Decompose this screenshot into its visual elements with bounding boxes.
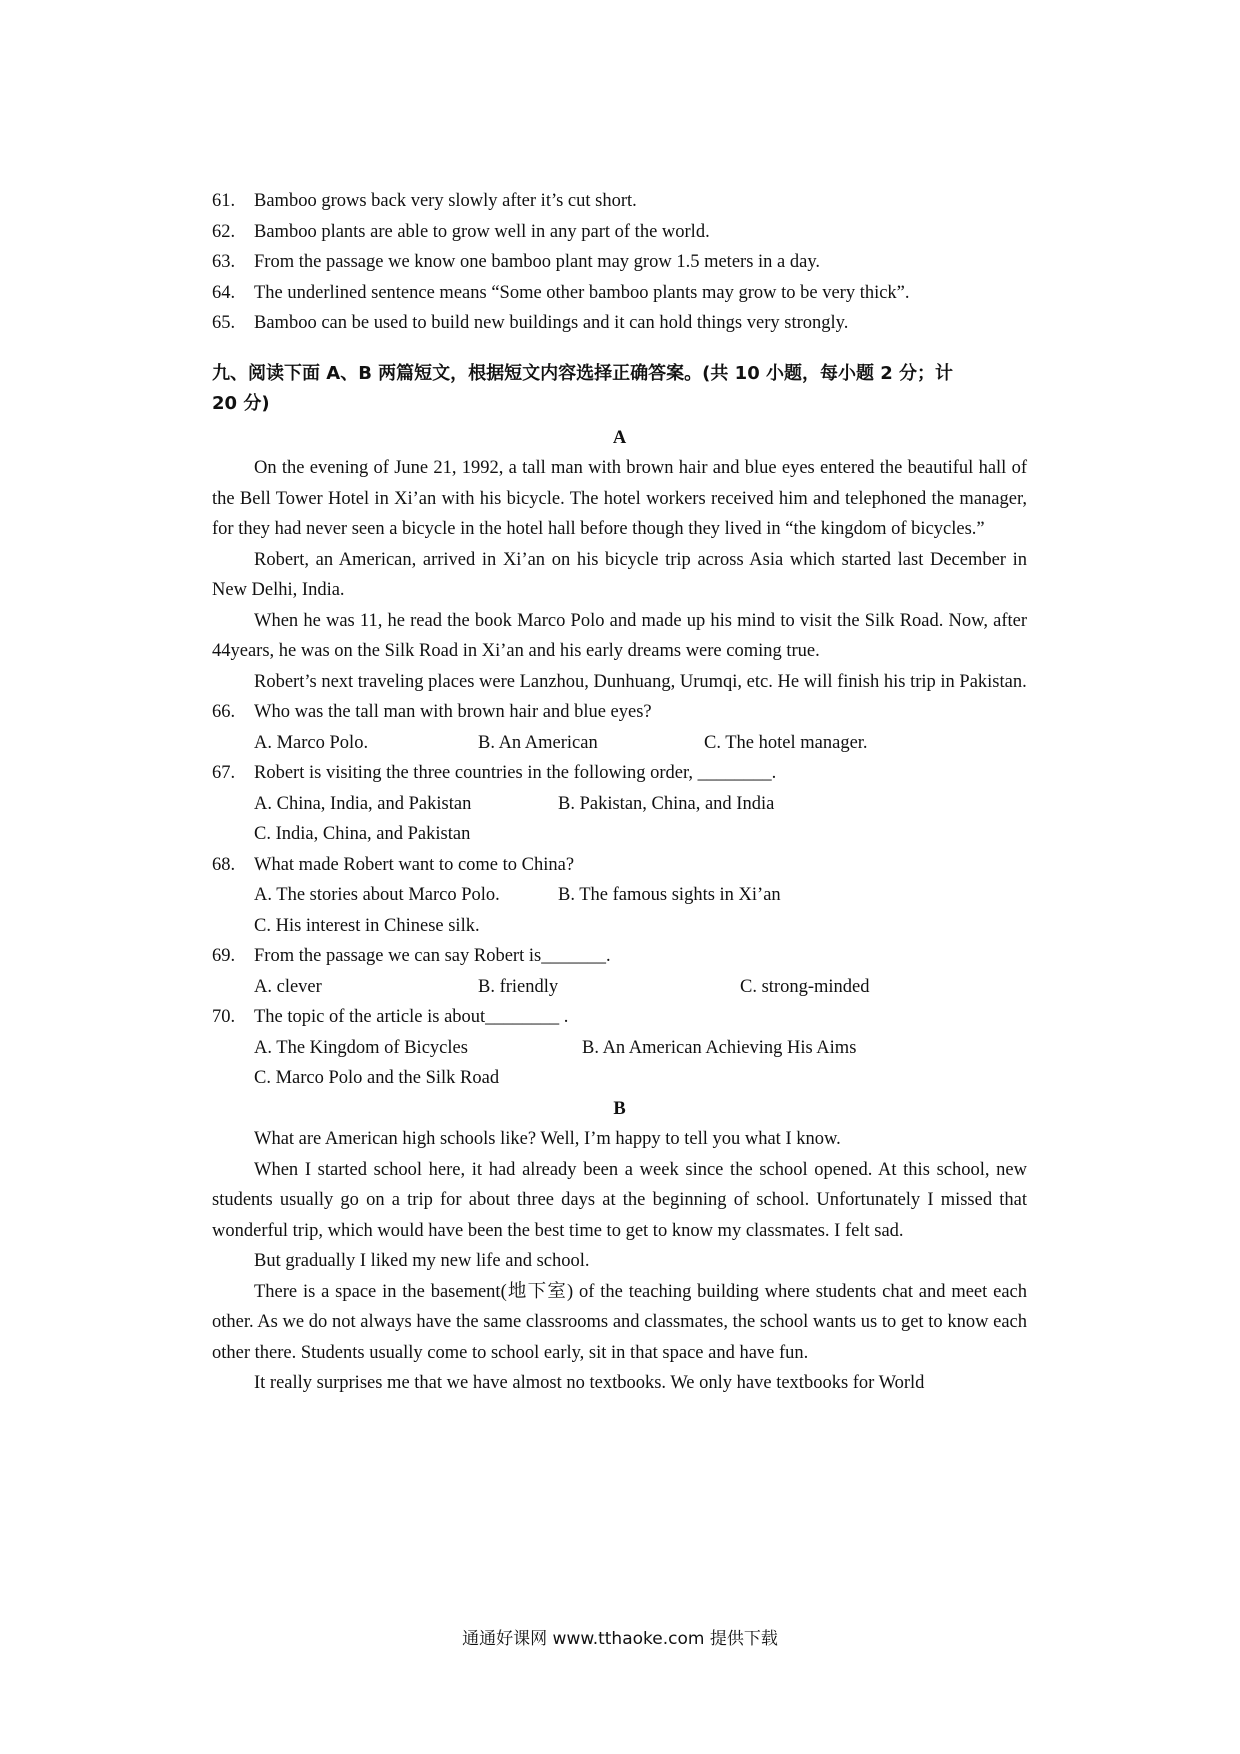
tf-item: 62. Bamboo plants are able to grow well in any part of the world.: [212, 221, 710, 242]
option-a: A. Marco Polo.: [254, 732, 369, 753]
passage-a-label: A: [612, 427, 627, 448]
option-a: A. The Kingdom of Bicycles: [254, 1037, 468, 1058]
option-c: C. strong-minded: [740, 976, 870, 997]
options-row: [212, 880, 1027, 911]
true-false-items: [212, 186, 1027, 339]
option-a: A. China, India, and Pakistan: [254, 793, 472, 814]
paragraph: There is a space in the basement(地下室) of the teaching building where students chat and meet each other. As we do not always have the same classrooms and classmates, the school wants us to get to know each other there. Students usually come to school early, sit in that space and have fun.: [212, 1281, 1027, 1363]
options-row: [212, 819, 1027, 850]
option-c: C. His interest in Chinese silk.: [254, 915, 480, 936]
question-69: 69. From the passage we can say Robert is_______. A. clever B. friendly C. strong-minded: [212, 941, 1027, 1002]
options-row: [212, 972, 1027, 1003]
passage-b-label: B: [613, 1098, 626, 1119]
options-row: [212, 911, 1027, 942]
paragraph: When he was 11, he read the book Marco Polo and made up his mind to visit the Silk Road. Now, after 44years, he was on the Silk Road in Xi’an and his early dreams were coming true.: [212, 610, 1027, 661]
page-content: [212, 186, 1027, 1399]
paragraph: Robert’s next traveling places were Lanzhou, Dunhuang, Urumqi, etc. He will finish his trip in Pakistan.: [254, 671, 1027, 692]
tf-item: 65. Bamboo can be used to build new buildings and it can hold things very strongly.: [212, 313, 849, 333]
section-heading: 九、阅读下面 A、B 两篇短文，根据短文内容选择正确答案。(共 10 小题，每小题 2 分；计 20 分): [212, 362, 954, 414]
question-66: 66. Who was the tall man with brown hair and blue eyes? A. Marco Polo. B. An American C. The hotel manager.: [212, 697, 1027, 758]
options-row: [212, 1033, 1027, 1064]
paragraph: But gradually I liked my new life and school.: [254, 1251, 590, 1271]
paragraph: What are American high schools like? Well, I’m happy to tell you what I know.: [254, 1129, 841, 1149]
paragraph: It really surprises me that we have almost no textbooks. We only have textbooks for World: [254, 1373, 925, 1393]
option-c: C. The hotel manager.: [704, 732, 868, 753]
paragraph: On the evening of June 21, 1992, a tall man with brown hair and blue eyes entered the beautiful hall of the Bell Tower Hotel in Xi’an with his bicycle. The hotel workers received him and telephoned the manager, for they had never seen a bicycle in the hotel hall before though they lived in “the kingdom of bicycles.”: [212, 458, 1027, 539]
question-70: 70. The topic of the article is about________ . A. The Kingdom of Bicycles B. An American Achieving His Aims C. Marco Polo and the Silk Road: [212, 1002, 1027, 1094]
option-b: B. The famous sights in Xi’an: [558, 885, 781, 905]
footer-watermark: 通通好课网 www.tthaoke.com 提供下载: [462, 1629, 778, 1649]
option-a: A. clever: [254, 976, 322, 997]
options-row: [212, 789, 1027, 820]
options-row: [212, 1063, 1027, 1094]
option-a: A. The stories about Marco Polo.: [254, 885, 500, 905]
paragraph: Robert, an American, arrived in Xi’an on his bicycle trip across Asia which started last December in New Delhi, India.: [212, 549, 1027, 600]
tf-item: 61. Bamboo grows back very slowly after it’s cut short.: [212, 191, 637, 211]
option-b: B. friendly: [478, 976, 559, 997]
tf-item: 64. The underlined sentence means “Some other bamboo plants may grow to be very thick”.: [212, 282, 910, 303]
paragraph: When I started school here, it had already been a week since the school opened. At this school, new students usually go on a trip for about three days at the beginning of school. Unfortunately I missed that wonderful trip, which would have been the best time to get to know my classmates. I felt sad.: [212, 1159, 1027, 1241]
passage-b: [212, 1124, 1027, 1399]
question-68: 68. What made Robert want to come to China? A. The stories about Marco Polo. B. The famous sights in Xi’an C. His interest in Chinese silk.: [212, 850, 1027, 942]
option-c: C. India, China, and Pakistan: [254, 824, 471, 844]
options-row: [212, 728, 1027, 759]
tf-item: 63. From the passage we know one bamboo plant may grow 1.5 meters in a day.: [212, 252, 821, 272]
option-b: B. An American Achieving His Aims: [582, 1037, 857, 1058]
option-b: B. Pakistan, China, and India: [558, 793, 775, 814]
option-c: C. Marco Polo and the Silk Road: [254, 1068, 500, 1088]
question-67: 67. Robert is visiting the three countries in the following order, ________. A. China, India, and Pakistan B. Pakistan, China, and India C. India, China, and Pakistan: [212, 758, 1027, 850]
option-b: B. An American: [478, 732, 598, 753]
passage-a: [212, 453, 1027, 697]
